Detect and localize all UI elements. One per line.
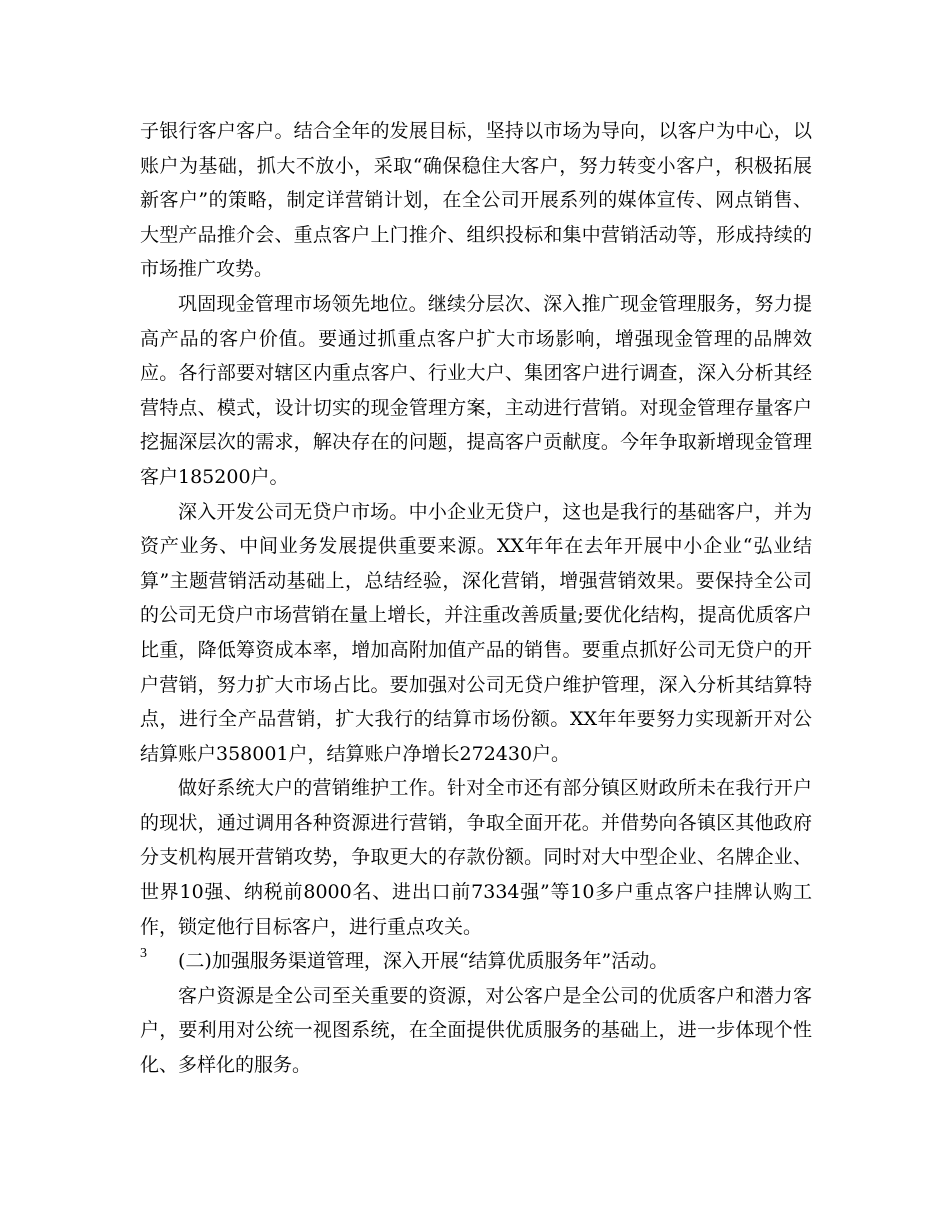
page-number: 3 xyxy=(140,946,147,961)
section-heading-service-channels: (二)加强服务渠道管理，深入开展“结算优质服务年”活动。 xyxy=(178,950,669,973)
paragraph-customer-resources: 客户资源是全公司至关重要的资源，对公客户是全公司的优质客户和潜力客户，要利用对公统一视图系统，在全面提供优质服务的基础上，进一步体现个性化、多样化的服务。 xyxy=(140,984,812,1077)
paragraph-cash-management: 巩固现金管理市场领先地位。继续分层次、深入推广现金管理服务，努力提高产品的客户价值。要通过抓重点客户扩大市场影响，增强现金管理的品牌效应。各行部要对辖区内重点客户、行业大户、集团客户进行调查，深入分析其经营特点、模式，设计切实的现金管理方案，主动进行营销。对现金管理存量客户挖掘深层次的需求，解决存在的问题，提高客户贡献度。今年争取新增现金管理客户185200户。 xyxy=(140,292,812,488)
paragraph-system-accounts: 做好系统大户的营销维护工作。针对全市还有部分镇区财政所未在我行开户的现状，通过调用各种资源进行营销，争取全面开花。并借势向各镇区其他政府分支机构展开营销攻势，争取更大的存款份额。同时对大中型企业、名牌企业、世界10强、纳税前8000名、进出口前7334强”等10多户重点客户挂牌认购工作，锁定他行目标客户，进行重点攻关。 xyxy=(140,777,812,938)
document-body xyxy=(140,114,812,1083)
paragraph-customer-strategy: 子银行客户客户。结合全年的发展目标，坚持以市场为导向，以客户为中心，以账户为基础，抓大不放小，采取“确保稳住大客户，努力转变小客户，积极拓展新客户”的策略，制定详营销计划，在全公司开展系列的媒体宣传、网点销售、大型产品推介会、重点客户上门推介、组织投标和集中营销活动等，形成持续的市场推广攻势。 xyxy=(140,120,812,281)
paragraph-no-loan-market: 深入开发公司无贷户市场。中小企业无贷户，这也是我行的基础客户，并为资产业务、中间业务发展提供重要来源。XX年年在去年开展中小企业“弘业结算”主题营销活动基础上，总结经验，深化营销，增强营销效果。要保持全公司的公司无贷户市场营销在量上增长，并注重改善质量;要优化结构，提高优质客户比重，降低筹资成本率，增加高附加值产品的销售。要重点抓好公司无贷户的开户营销，努力扩大市场占比。要加强对公司无贷户维护管理，深入分析其结算特点，进行全产品营销，扩大我行的结算市场份额。XX年年要努力实现新开对公结算账户358001户，结算账户净增长272430户。 xyxy=(140,500,812,765)
